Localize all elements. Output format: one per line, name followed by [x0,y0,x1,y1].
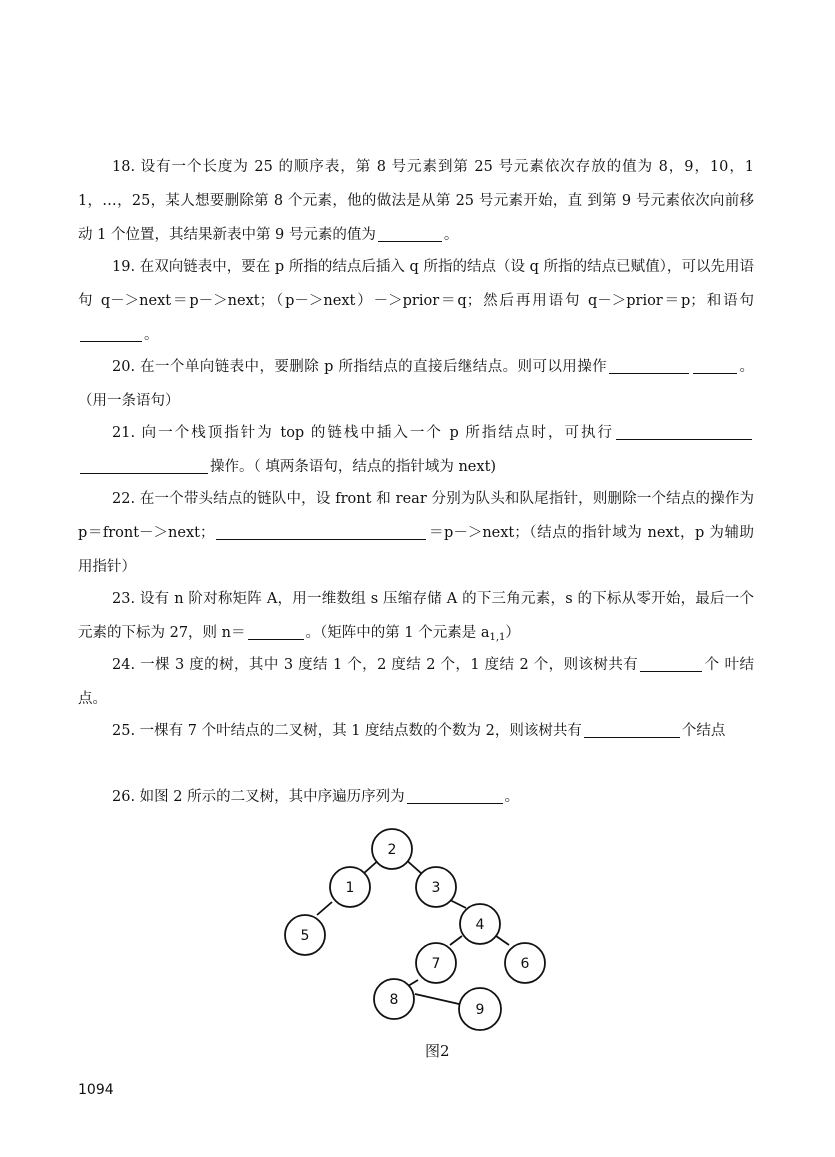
question-21 [78,416,754,484]
question-text: 向一个栈顶指针为 top 的链栈中插入一个 p 所指结点时，可执行 [135,425,614,441]
question-number: 21. [112,425,136,441]
answer-blank-continued[interactable] [80,455,208,474]
question-23 [78,582,754,655]
question-text: 在双向链表中，要在 p 所指的结点后插入 q 所指的结点（设 q 所指的结点已赋值），可以先用语句 q－＞next＝p－＞next；（p－＞next）－＞prior＝q；然后再用语句 q－＞prior＝p；和语句 [78,259,754,309]
question-text-end: 。 [504,789,520,805]
question-text: 设有一个长度为 25 的顺序表，第 8 号元素到第 25 号元素依次存放的值为 8，9，10，11，…，25，某人想要删除第 8 个元素，他的做法是从第 25 号元素开始，直 到第 9 号元素依次向前移动 1 个位置，其结果新表中第 9 号元素的值为 [78,159,754,243]
tree-node-label: 3 [431,880,441,896]
question-text: 设有 n 阶对称矩阵 A，用一维数组 s 压缩存储 A 的下三角元素，s 的下标从零开始，最后一个元素的下标为 27，则 n＝ [78,591,754,641]
question-26 [78,780,754,814]
question-text: 在一个带头结点的链队中，设 front 和 rear 分别为队头和队尾指针，则删除一个结点的操作为 p＝front－＞next； [78,491,754,541]
tree-node-label: 1 [345,880,355,896]
figure-caption: 图2 [425,1042,450,1060]
question-text-end: 。 [443,227,459,243]
question-text-end: 操作。（ 填两条语句，结点的指针域为 next) [210,459,497,475]
tree-node-label: 2 [387,842,397,858]
question-22 [78,482,754,584]
answer-blank[interactable] [80,323,142,342]
question-text-end: 。 [144,327,159,343]
question-number: 22. [112,491,136,507]
question-text: 一棵有 7 个叶结点的二叉树，其 1 度结点数的个数为 2，则该树共有 [135,723,582,739]
answer-blank[interactable] [616,421,752,440]
question-text-end: 。（用一条语句） [78,359,754,409]
answer-blank[interactable] [584,719,680,738]
question-text-end: 个 叶结点。 [78,657,754,707]
question-text-end: 个结点 [681,723,726,739]
question-text-end: ＝p－＞next；（结点的指针域为 next，p 为辅助用指针） [78,525,754,575]
answer-blank[interactable] [248,621,304,640]
answer-blank[interactable] [609,355,689,374]
edge-4-7 [450,936,462,945]
answer-blank[interactable] [407,785,503,804]
page-number: 1094 [78,1082,114,1098]
answer-blank-continued[interactable] [693,355,737,374]
answer-blank[interactable] [378,223,442,242]
question-number: 25. [112,723,136,739]
answer-blank[interactable] [216,521,426,540]
tree-node-label: 4 [475,917,485,933]
question-number: 26. [112,789,136,805]
tree-node-label: 6 [520,956,530,972]
question-number: 20. [112,359,136,375]
question-20 [78,350,754,418]
question-number: 18. [112,159,136,175]
tree-node-label: 5 [300,928,310,944]
edge-4-6 [496,936,509,945]
question-text-mid: 。（矩阵中的第 1 个元素是 a [305,625,490,641]
tree-node-label: 9 [475,1002,485,1018]
question-text: 一棵 3 度的树，其中 3 度结 1 个，2 度结 2 个，1 度结 2 个，则该树共有 [135,657,639,673]
edge-3-4 [450,900,466,908]
edge-1-5 [317,902,332,915]
question-25 [78,714,754,748]
matrix-subscript: 1,1 [489,632,506,643]
question-number: 19. [112,259,136,275]
edge-8-9 [415,994,459,1004]
question-24 [78,648,754,716]
question-number: 23. [112,591,136,607]
tree-node-label: 8 [389,992,399,1008]
answer-blank[interactable] [640,653,702,672]
question-text: 在一个单向链表中，要删除 p 所指结点的直接后继结点。则可以用操作 [135,359,608,375]
binary-tree-figure [270,822,570,1042]
question-text-end: ） [505,625,520,641]
question-19 [78,250,754,352]
question-18 [78,150,754,252]
question-text: 如图 2 所示的二叉树，其中序遍历序列为 [135,789,405,805]
question-number: 24. [112,657,136,673]
tree-node-label: 7 [431,956,441,972]
